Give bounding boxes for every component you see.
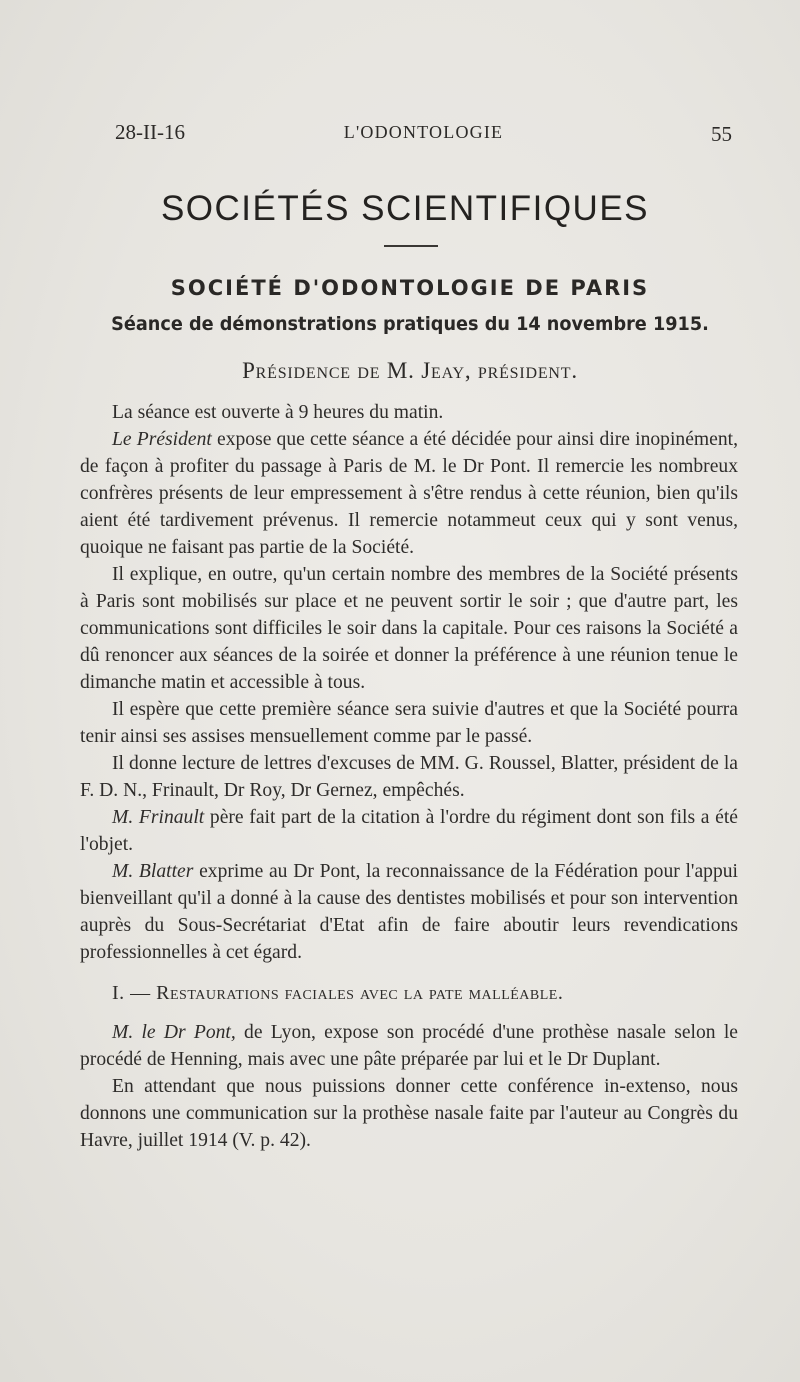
paragraph (80, 399, 738, 426)
paragraph-text: Il donne lecture de lettres d'excuses de MM. G. Roussel, Blatter, président de la F. D. N., Frinault, Dr Roy, Dr Gernez, empêchés. (80, 753, 738, 801)
paragraph (80, 696, 738, 750)
paragraph-text: de Lyon, expose son procédé d'une prothèse nasale selon le procédé de Henning, mais avec une pâte préparée par lui et le Dr Duplant. (80, 1022, 738, 1070)
paragraph-text: La séance est ouverte à 9 heures du matin. (112, 402, 444, 423)
paragraph-text: père fait part de la citation à l'ordre du régiment dont son fils a été l'objet. (80, 807, 738, 855)
paragraph (80, 1019, 738, 1073)
paragraph-lead: M. Blatter (112, 861, 194, 882)
paragraph (80, 1073, 738, 1154)
paragraph-text: Il explique, en outre, qu'un certain nombre des membres de la Société présents à Paris sont mobilisés sur place et ne peuvent sortir le soir ; que d'autre part, les communications sont difficiles le soir dans la capitale. Pour ces raisons la Société a dû renoncer aux séances de la soirée et donner la préférence à une réunion tenue le dimanche matin et accessible à tous. (80, 564, 738, 693)
paragraph-text: expose que cette séance a été décidée pour ainsi dire inopinément, de façon à profiter du passage à Paris de M. le Dr Pont. Il remercie les nombreux confrères présents de leur empressement à s'être rendus à cette réunion, bien qu'ils aient été tardivement prévenus. Il remercie notammeut ceux qui y sont venus, quoique ne faisant pas partie de la Société. (80, 429, 738, 558)
running-header (115, 120, 732, 150)
paragraph-lead: M. Frinault (112, 807, 205, 828)
paragraph-lead: M. le Dr Pont, (112, 1022, 236, 1043)
session-title: Séance de démonstrations pratiques du 14 novembre 1915. (111, 313, 709, 335)
header-journal-title: L'ODONTOLOGIE (343, 122, 504, 142)
title-divider (384, 245, 438, 247)
section-title: SOCIÉTÉS SCIENTIFIQUES (160, 189, 650, 228)
paragraph (80, 426, 738, 561)
paragraph (80, 750, 738, 804)
paragraph-lead: Le Président (112, 429, 212, 450)
paragraph-text: Il espère que cette première séance sera suivie d'autres et que la Société pourra tenir ainsi ses assises mensuellement comme par le passé. (80, 699, 738, 747)
presidency-line: Présidence de M. Jeay, président. (242, 358, 578, 383)
subsection-heading: I. — Restaurations faciales avec la pate malléable. (112, 982, 564, 1004)
header-date: 28-II-16 (115, 120, 185, 144)
page-number: 55 (711, 122, 732, 146)
article-body (80, 399, 738, 1154)
paragraph (80, 858, 738, 966)
paragraph (80, 561, 738, 696)
paragraph-text: exprime au Dr Pont, la reconnaissance de la Fédération pour l'appui bienveillant qu'il a donné à la cause des dentistes mobilisés et pour son intervention auprès du Sous-Secrétariat d'Etat afin de faire aboutir leurs revendications professionnelles à cet égard. (80, 861, 738, 963)
society-title: SOCIÉTÉ D'ODONTOLOGIE DE PARIS (170, 276, 650, 300)
paragraph (80, 804, 738, 858)
paragraph-text: En attendant que nous puissions donner cette conférence in-extenso, nous donnons une communication sur la prothèse nasale faite par l'auteur au Congrès du Havre, juillet 1914 (V. p. 42). (80, 1076, 738, 1151)
